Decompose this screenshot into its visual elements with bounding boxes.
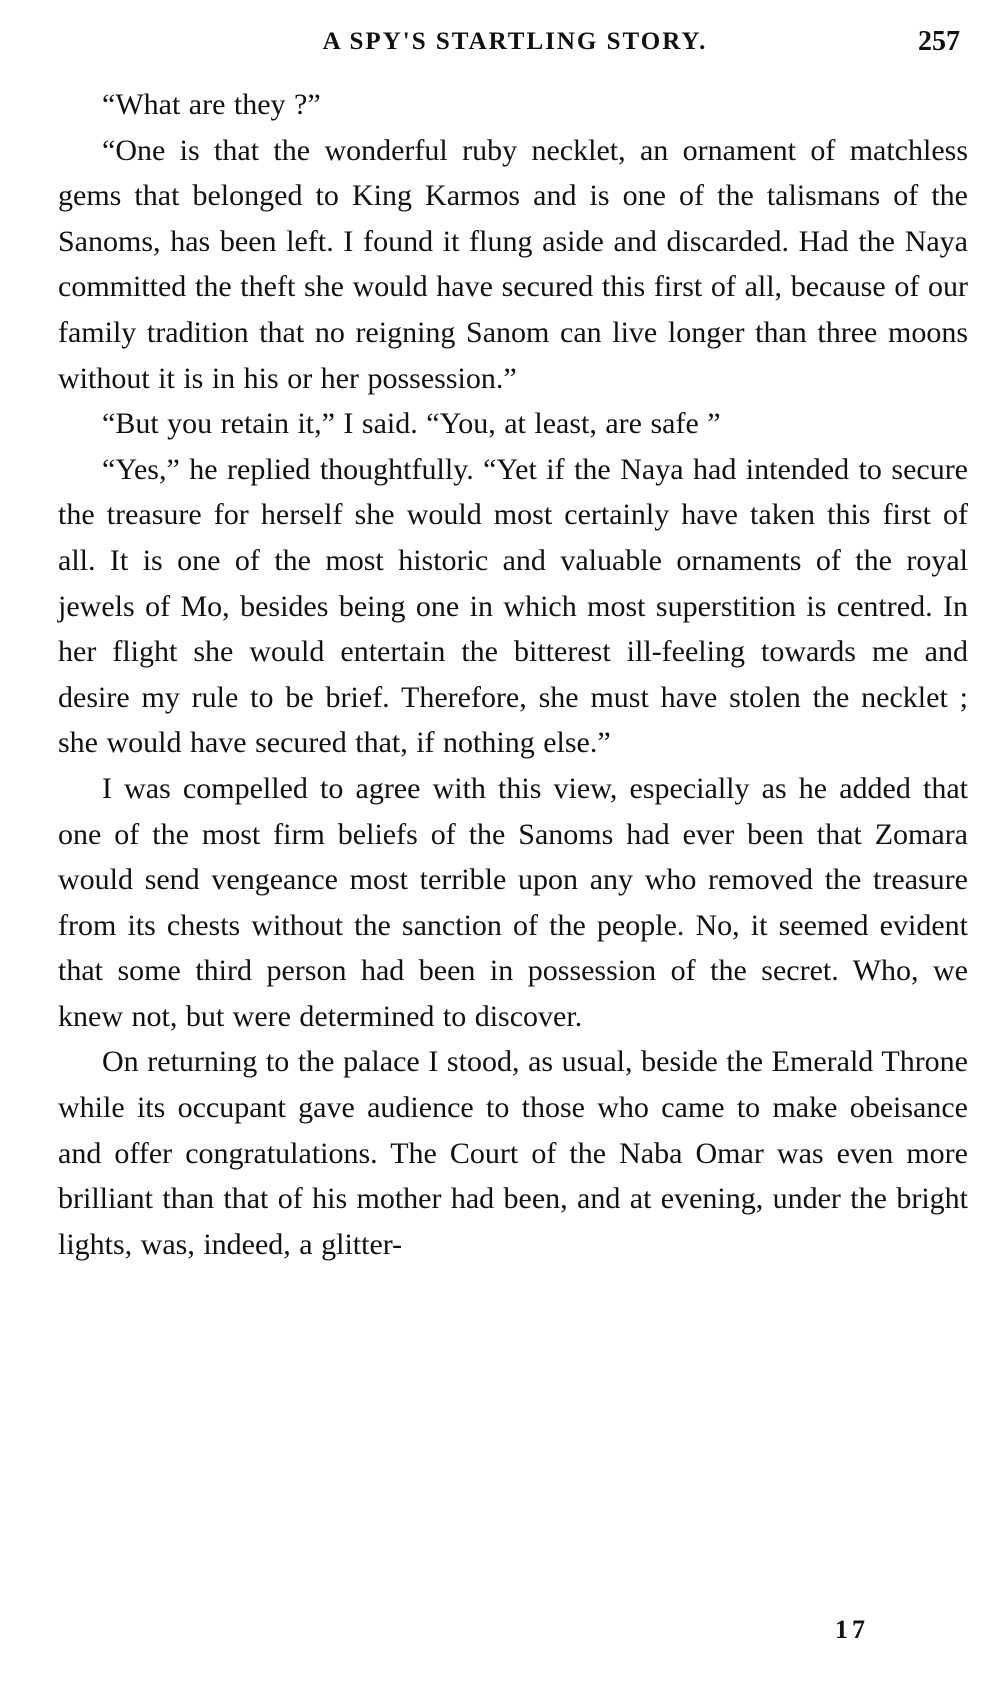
running-title: A SPY'S STARTLING STORY.: [322, 28, 708, 55]
page-number: 257: [918, 26, 960, 57]
running-head: [0, 28, 1000, 68]
paragraph-thoughtful-reply: “Yes,” he replied thoughtfully. “Yet if the Naya had intended to secure the treasure for herself she would most certainly have taken this first of all. It is one of the most historic and valuable ornaments of the royal jewels of Mo, besides being one in which most superstition is centred. In her flight she would entertain the bitterest ill-feeling towards me and desire my rule to be brief. Therefore, she must have stolen the necklet ; she would have secured that, if nothing else.”: [58, 452, 968, 760]
paragraph-ruby-necklet: “One is that the wonderful ruby necklet, an ornament of matchless gems that belonged to King Karmos and is one of the talismans of the Sanoms, has been left. I found it flung aside and discarded. Had the Naya committed the theft she would have secured this first of all, because of our family tradition that no reigning Sanom can live longer than three moons without it is in his or her possession.”: [58, 133, 968, 395]
paragraph-agree-view: I was compelled to agree with this view, especially as he added that one of the most firm beliefs of the Sanoms had ever been that Zomara would send vengeance most terrible upon any who removed the treasure from its chests without the sanction of the people. No, it seemed evident that some third person had been in possession of the secret. Who, we knew not, but were determined to discover.: [58, 771, 968, 1033]
paragraph-retain-it: “But you retain it,” I said. “You, at least, are safe ”: [102, 407, 721, 441]
body-text: [58, 82, 968, 1267]
paragraph-returning-palace: On returning to the palace I stood, as usual, beside the Emerald Throne while its occupant gave audience to those who came to make obeisance and offer congratulations. The Court of the Naba Omar was even more brilliant than that of his mother had been, and at evening, under the bright lights, was, indeed, a glitter-: [58, 1045, 968, 1261]
signature-mark: 17: [835, 1615, 869, 1644]
paragraph-question: “What are they ?”: [102, 88, 321, 121]
